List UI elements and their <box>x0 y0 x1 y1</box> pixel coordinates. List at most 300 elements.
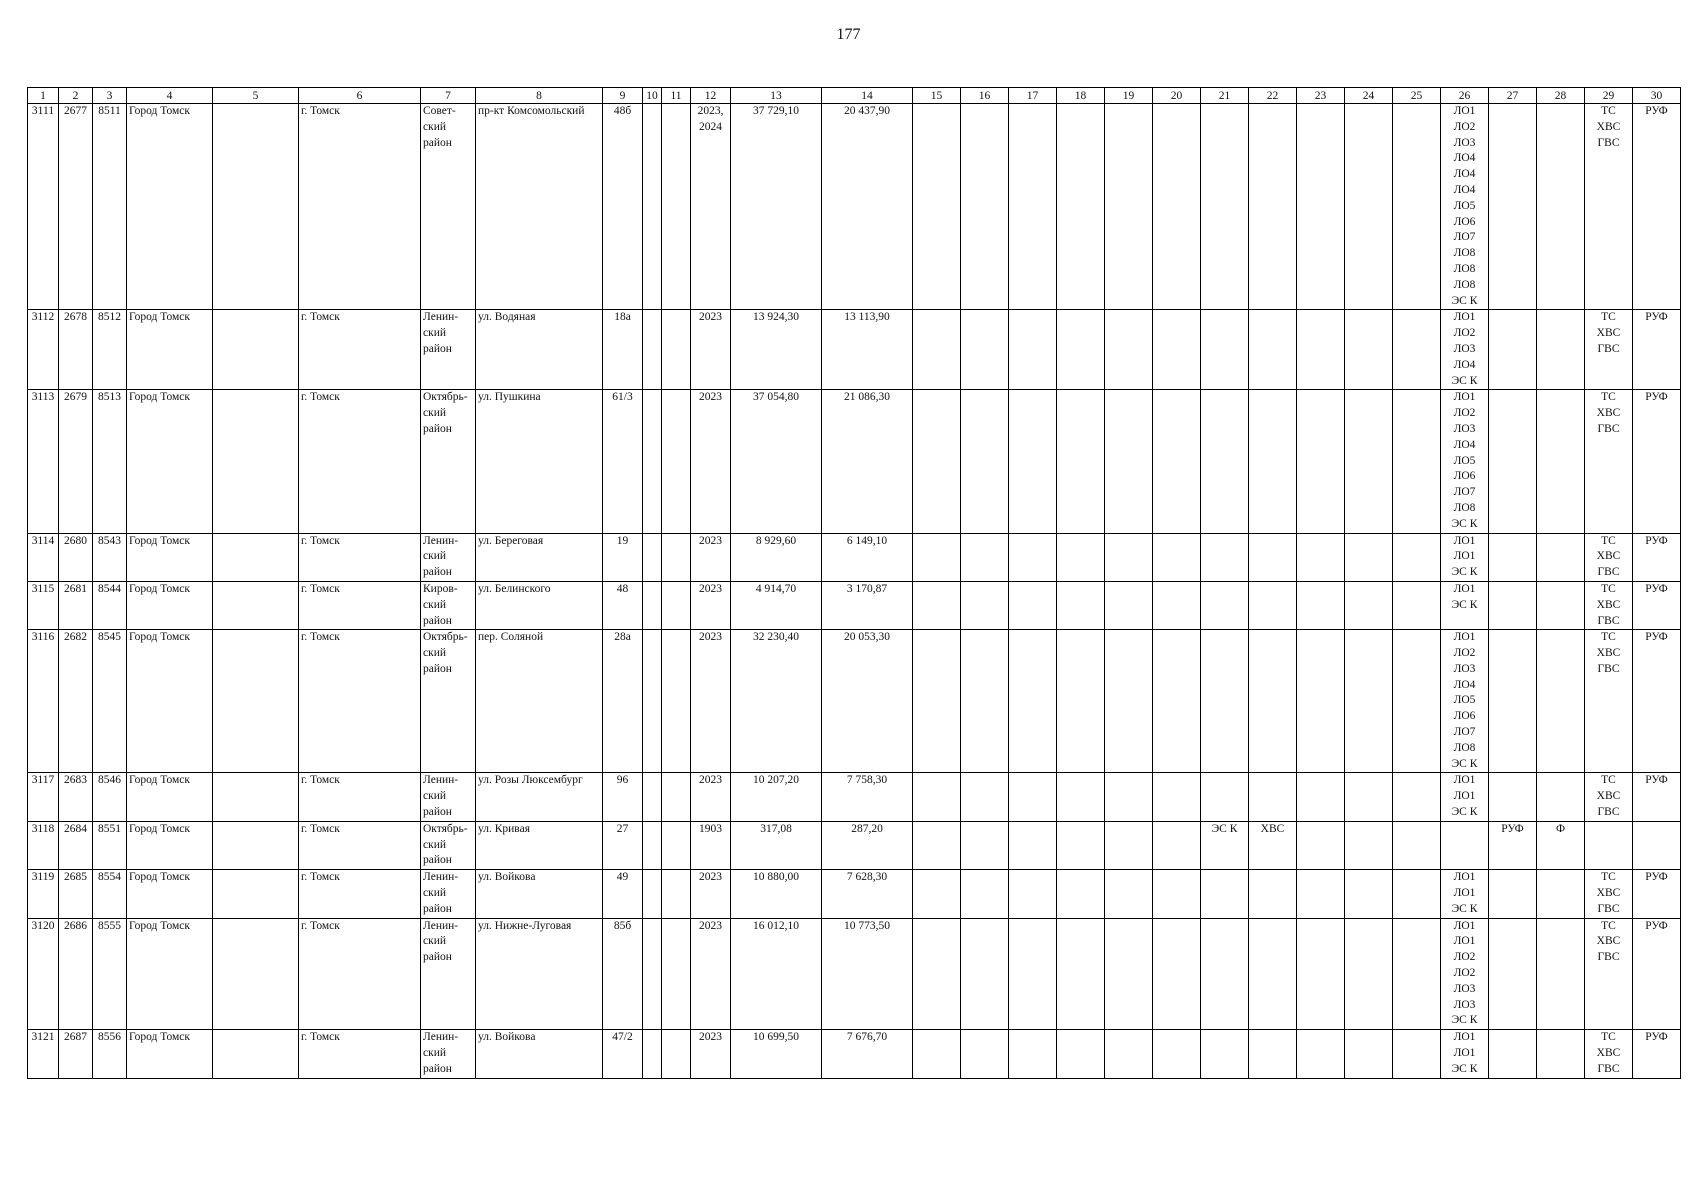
cell-col-7 <box>421 773 476 821</box>
cell-col-17 <box>1009 581 1057 629</box>
cell-col-21: ЭС К <box>1201 821 1249 869</box>
cell-col-11 <box>662 918 691 1030</box>
cell-col-19 <box>1105 390 1153 533</box>
cell-col-24 <box>1345 533 1393 581</box>
cell-line: ский <box>423 1047 446 1060</box>
cell-line: ХВС <box>1596 407 1621 420</box>
cell-col-3: 8543 <box>93 533 127 581</box>
cell-col-25 <box>1393 918 1441 1030</box>
cell-col-28 <box>1537 310 1585 390</box>
cell-line: ЛО3 <box>1453 662 1476 675</box>
cell-col-24 <box>1345 390 1393 533</box>
cell-col-9: 48 <box>603 581 643 629</box>
cell-col-12 <box>691 821 731 869</box>
cell-col-19 <box>1105 918 1153 1030</box>
cell-col-12 <box>691 773 731 821</box>
cell-col-11 <box>662 533 691 581</box>
cell-col-22 <box>1249 870 1297 918</box>
cell-col-9: 96 <box>603 773 643 821</box>
column-header-5: 5 <box>213 88 299 104</box>
cell-col-1: 3120 <box>28 918 59 1030</box>
cell-line: ЛО6 <box>1453 470 1476 483</box>
cell-col-24 <box>1345 104 1393 310</box>
cell-line: ГВС <box>1597 566 1620 579</box>
cell-col-17 <box>1009 390 1057 533</box>
cell-col-28 <box>1537 1030 1585 1078</box>
cell-line: ЛО8 <box>1453 501 1476 514</box>
cell-col-23 <box>1297 821 1345 869</box>
cell-col-6: г. Томск <box>299 1030 421 1078</box>
cell-col-6: г. Томск <box>299 773 421 821</box>
cell-col-25 <box>1393 533 1441 581</box>
cell-line: ЛО4 <box>1453 183 1476 196</box>
cell-line: ЛО5 <box>1453 694 1476 707</box>
cell-col-12 <box>691 390 731 533</box>
cell-col-19 <box>1105 773 1153 821</box>
cell-col-18 <box>1057 630 1105 773</box>
cell-col-10 <box>643 390 662 533</box>
cell-col-19 <box>1105 821 1153 869</box>
cell-col-7 <box>421 581 476 629</box>
cell-line: Ленин- <box>423 1031 459 1044</box>
cell-line: ЛО3 <box>1453 982 1476 995</box>
cell-line: район <box>423 1062 452 1075</box>
cell-col-28 <box>1537 390 1585 533</box>
cell-line: ГВС <box>1597 951 1620 964</box>
cell-col-14: 3 170,87 <box>822 581 913 629</box>
cell-line: ХВС <box>1596 598 1621 611</box>
cell-line: ЛО8 <box>1453 278 1476 291</box>
cell-line: ЛО7 <box>1453 486 1476 499</box>
cell-col-25 <box>1393 581 1441 629</box>
cell-col-20 <box>1153 310 1201 390</box>
cell-col-18 <box>1057 533 1105 581</box>
table-row <box>28 630 1681 773</box>
cell-col-4: Город Томск <box>127 104 213 310</box>
cell-col-4: Город Томск <box>127 1030 213 1078</box>
column-header-9: 9 <box>603 88 643 104</box>
cell-col-7 <box>421 104 476 310</box>
cell-col-25 <box>1393 821 1441 869</box>
cell-col-15 <box>913 390 961 533</box>
cell-col-7 <box>421 1030 476 1078</box>
cell-col-1: 3115 <box>28 581 59 629</box>
cell-col-6: г. Томск <box>299 533 421 581</box>
cell-col-25 <box>1393 773 1441 821</box>
cell-col-29 <box>1585 773 1633 821</box>
cell-col-28 <box>1537 773 1585 821</box>
cell-line: ЛО1 <box>1453 1031 1476 1044</box>
cell-col-20 <box>1153 581 1201 629</box>
cell-col-17 <box>1009 870 1057 918</box>
cell-line: ЛО1 <box>1453 550 1476 563</box>
cell-line: ЛО5 <box>1453 454 1476 467</box>
cell-col-21 <box>1201 870 1249 918</box>
cell-line: Ленин- <box>423 871 459 884</box>
cell-col-30: РУФ <box>1633 581 1681 629</box>
cell-line: ЛО1 <box>1453 534 1476 547</box>
cell-col-9: 47/2 <box>603 1030 643 1078</box>
cell-col-20 <box>1153 533 1201 581</box>
cell-col-16 <box>961 918 1009 1030</box>
cell-line: 2023 <box>699 311 722 324</box>
cell-col-6: г. Томск <box>299 390 421 533</box>
cell-col-28 <box>1537 581 1585 629</box>
column-header-18: 18 <box>1057 88 1105 104</box>
cell-col-28 <box>1537 630 1585 773</box>
cell-col-2: 2681 <box>59 581 93 629</box>
cell-line: ЛО1 <box>1453 391 1476 404</box>
cell-line: ТС <box>1601 774 1616 787</box>
cell-col-21 <box>1201 630 1249 773</box>
cell-col-1: 3113 <box>28 390 59 533</box>
cell-col-14: 7 628,30 <box>822 870 913 918</box>
cell-col-15 <box>913 533 961 581</box>
column-header-6: 6 <box>299 88 421 104</box>
cell-col-28 <box>1537 870 1585 918</box>
cell-col-24 <box>1345 870 1393 918</box>
column-header-11: 11 <box>662 88 691 104</box>
cell-line: ский <box>423 887 446 900</box>
cell-col-13: 10 880,00 <box>731 870 822 918</box>
cell-line: ЭС К <box>1451 294 1478 307</box>
cell-col-30: РУФ <box>1633 630 1681 773</box>
cell-col-14: 20 437,90 <box>822 104 913 310</box>
cell-col-10 <box>643 918 662 1030</box>
cell-col-27 <box>1489 104 1537 310</box>
cell-col-21 <box>1201 533 1249 581</box>
column-header-30: 30 <box>1633 88 1681 104</box>
cell-col-2: 2680 <box>59 533 93 581</box>
cell-col-26 <box>1441 918 1489 1030</box>
cell-col-30: РУФ <box>1633 390 1681 533</box>
cell-line: ГВС <box>1597 342 1620 355</box>
cell-col-7 <box>421 918 476 1030</box>
table-row <box>28 104 1681 310</box>
cell-col-4: Город Томск <box>127 533 213 581</box>
column-header-13: 13 <box>731 88 822 104</box>
cell-col-8: ул. Войкова <box>476 1030 603 1078</box>
cell-col-11 <box>662 630 691 773</box>
cell-col-26 <box>1441 870 1489 918</box>
cell-col-29 <box>1585 310 1633 390</box>
column-header-19: 19 <box>1105 88 1153 104</box>
cell-col-22 <box>1249 630 1297 773</box>
cell-col-15 <box>913 630 961 773</box>
cell-col-10 <box>643 1030 662 1078</box>
cell-col-17 <box>1009 918 1057 1030</box>
cell-col-12 <box>691 870 731 918</box>
cell-col-6: г. Томск <box>299 630 421 773</box>
cell-col-8: ул. Белинского <box>476 581 603 629</box>
cell-col-24 <box>1345 773 1393 821</box>
cell-col-19 <box>1105 630 1153 773</box>
cell-line: ТС <box>1601 311 1616 324</box>
cell-col-16 <box>961 870 1009 918</box>
cell-line: ТС <box>1601 582 1616 595</box>
cell-col-28 <box>1537 918 1585 1030</box>
cell-col-23 <box>1297 581 1345 629</box>
cell-col-9: 18а <box>603 310 643 390</box>
cell-line: ЛО8 <box>1453 741 1476 754</box>
cell-col-29 <box>1585 533 1633 581</box>
cell-line: ЛО1 <box>1453 631 1476 644</box>
cell-col-3: 8551 <box>93 821 127 869</box>
cell-col-1: 3117 <box>28 773 59 821</box>
column-header-29: 29 <box>1585 88 1633 104</box>
cell-col-7 <box>421 630 476 773</box>
cell-line: ЛО2 <box>1453 967 1476 980</box>
cell-col-18 <box>1057 821 1105 869</box>
cell-col-23 <box>1297 1030 1345 1078</box>
cell-line: ХВС <box>1596 887 1621 900</box>
cell-col-13: 4 914,70 <box>731 581 822 629</box>
cell-col-17 <box>1009 773 1057 821</box>
cell-col-20 <box>1153 821 1201 869</box>
cell-col-18 <box>1057 310 1105 390</box>
cell-col-17 <box>1009 821 1057 869</box>
cell-col-27 <box>1489 918 1537 1030</box>
cell-col-4: Город Томск <box>127 821 213 869</box>
cell-col-16 <box>961 630 1009 773</box>
cell-col-19 <box>1105 104 1153 310</box>
cell-col-14: 6 149,10 <box>822 533 913 581</box>
cell-col-6: г. Томск <box>299 104 421 310</box>
cell-col-13: 8 929,60 <box>731 533 822 581</box>
cell-col-10 <box>643 533 662 581</box>
column-header-15: 15 <box>913 88 961 104</box>
cell-line: 2024 <box>699 120 722 133</box>
table-row <box>28 533 1681 581</box>
cell-line: ЭС К <box>1451 806 1478 819</box>
cell-col-3: 8512 <box>93 310 127 390</box>
cell-col-24 <box>1345 918 1393 1030</box>
cell-col-5 <box>213 104 299 310</box>
cell-col-2: 2678 <box>59 310 93 390</box>
cell-col-27 <box>1489 1030 1537 1078</box>
cell-col-26 <box>1441 533 1489 581</box>
column-header-23: 23 <box>1297 88 1345 104</box>
cell-col-11 <box>662 1030 691 1078</box>
cell-col-5 <box>213 310 299 390</box>
cell-col-26 <box>1441 821 1489 869</box>
cell-col-5 <box>213 390 299 533</box>
cell-col-7 <box>421 870 476 918</box>
table-row <box>28 821 1681 869</box>
table-row <box>28 773 1681 821</box>
cell-col-30: РУФ <box>1633 310 1681 390</box>
cell-line: ский <box>423 790 446 803</box>
cell-line: район <box>423 854 452 867</box>
cell-col-15 <box>913 310 961 390</box>
cell-col-9: 61/3 <box>603 390 643 533</box>
cell-col-16 <box>961 821 1009 869</box>
cell-line: ЛО1 <box>1453 871 1476 884</box>
cell-col-26 <box>1441 390 1489 533</box>
cell-line: ЭС К <box>1451 598 1478 611</box>
table-row <box>28 390 1681 533</box>
page-number: 177 <box>836 26 861 43</box>
cell-line: район <box>423 342 452 355</box>
cell-line: район <box>423 566 452 579</box>
column-header-12: 12 <box>691 88 731 104</box>
cell-col-1: 3112 <box>28 310 59 390</box>
cell-line: 2023 <box>699 774 722 787</box>
cell-col-14: 7 758,30 <box>822 773 913 821</box>
cell-line: ЭС К <box>1451 517 1478 530</box>
cell-col-26 <box>1441 310 1489 390</box>
cell-col-1: 3121 <box>28 1030 59 1078</box>
cell-col-13: 32 230,40 <box>731 630 822 773</box>
cell-col-29 <box>1585 104 1633 310</box>
cell-col-24 <box>1345 821 1393 869</box>
cell-col-22 <box>1249 581 1297 629</box>
cell-col-5 <box>213 821 299 869</box>
cell-line: ЛО3 <box>1453 342 1476 355</box>
cell-col-23 <box>1297 104 1345 310</box>
cell-col-4: Город Томск <box>127 581 213 629</box>
cell-line: район <box>423 614 452 627</box>
cell-col-19 <box>1105 1030 1153 1078</box>
cell-line: ский <box>423 647 446 660</box>
cell-col-4: Город Томск <box>127 390 213 533</box>
cell-col-13: 37 729,10 <box>731 104 822 310</box>
cell-line: ЛО1 <box>1453 582 1476 595</box>
cell-line: ЛО4 <box>1453 168 1476 181</box>
cell-col-22 <box>1249 390 1297 533</box>
column-header-16: 16 <box>961 88 1009 104</box>
cell-col-4: Город Томск <box>127 310 213 390</box>
cell-col-30: РУФ <box>1633 1030 1681 1078</box>
cell-col-11 <box>662 821 691 869</box>
cell-col-2: 2685 <box>59 870 93 918</box>
cell-line: ТС <box>1601 919 1616 932</box>
cell-col-27 <box>1489 533 1537 581</box>
cell-col-17 <box>1009 533 1057 581</box>
cell-line: ХВС <box>1596 790 1621 803</box>
cell-col-2: 2687 <box>59 1030 93 1078</box>
cell-col-22 <box>1249 310 1297 390</box>
cell-col-28 <box>1537 104 1585 310</box>
cell-col-22: ХВС <box>1249 821 1297 869</box>
cell-col-27 <box>1489 870 1537 918</box>
cell-col-3: 8555 <box>93 918 127 1030</box>
cell-line: район <box>423 902 452 915</box>
cell-col-20 <box>1153 870 1201 918</box>
cell-col-15 <box>913 773 961 821</box>
cell-line: ГВС <box>1597 662 1620 675</box>
cell-col-30 <box>1633 821 1681 869</box>
cell-col-5 <box>213 1030 299 1078</box>
cell-col-9: 85б <box>603 918 643 1030</box>
cell-col-1: 3119 <box>28 870 59 918</box>
cell-col-2: 2677 <box>59 104 93 310</box>
column-header-7: 7 <box>421 88 476 104</box>
cell-col-18 <box>1057 773 1105 821</box>
column-number-row <box>28 88 1681 104</box>
cell-col-3: 8546 <box>93 773 127 821</box>
cell-line: ский <box>423 935 446 948</box>
cell-col-15 <box>913 1030 961 1078</box>
cell-line: ЛО7 <box>1453 231 1476 244</box>
cell-col-5 <box>213 581 299 629</box>
cell-col-30: РУФ <box>1633 533 1681 581</box>
cell-col-2: 2686 <box>59 918 93 1030</box>
cell-line: 2023 <box>699 631 722 644</box>
cell-line: ГВС <box>1597 1062 1620 1075</box>
cell-col-10 <box>643 630 662 773</box>
cell-col-6: г. Томск <box>299 581 421 629</box>
cell-line: ХВС <box>1596 550 1621 563</box>
cell-col-30: РУФ <box>1633 918 1681 1030</box>
cell-col-12 <box>691 918 731 1030</box>
cell-col-1: 3111 <box>28 104 59 310</box>
cell-line: ЭС К <box>1451 566 1478 579</box>
cell-col-10 <box>643 581 662 629</box>
column-header-17: 17 <box>1009 88 1057 104</box>
cell-line: ЭС К <box>1451 1014 1478 1027</box>
cell-col-10 <box>643 821 662 869</box>
cell-col-12 <box>691 533 731 581</box>
cell-col-8: ул. Розы Люксембург <box>476 773 603 821</box>
cell-col-11 <box>662 310 691 390</box>
cell-line: ЛО1 <box>1453 311 1476 324</box>
cell-col-8: ул. Береговая <box>476 533 603 581</box>
cell-line: ЛО2 <box>1453 647 1476 660</box>
cell-line: Октябрь- <box>423 822 468 835</box>
cell-col-19 <box>1105 870 1153 918</box>
cell-col-23 <box>1297 390 1345 533</box>
cell-line: ГВС <box>1597 806 1620 819</box>
cell-line: ХВС <box>1596 647 1621 660</box>
cell-col-16 <box>961 104 1009 310</box>
cell-col-4: Город Томск <box>127 773 213 821</box>
cell-line: ЛО2 <box>1453 120 1476 133</box>
cell-col-14: 20 053,30 <box>822 630 913 773</box>
cell-col-3: 8544 <box>93 581 127 629</box>
cell-col-16 <box>961 310 1009 390</box>
column-header-2: 2 <box>59 88 93 104</box>
cell-col-27 <box>1489 630 1537 773</box>
cell-col-10 <box>643 104 662 310</box>
cell-line: Октябрь- <box>423 631 468 644</box>
cell-col-4: Город Томск <box>127 630 213 773</box>
cell-col-21 <box>1201 1030 1249 1078</box>
cell-col-20 <box>1153 1030 1201 1078</box>
cell-col-13: 13 924,30 <box>731 310 822 390</box>
cell-col-21 <box>1201 581 1249 629</box>
column-header-8: 8 <box>476 88 603 104</box>
column-header-26: 26 <box>1441 88 1489 104</box>
cell-col-3: 8556 <box>93 1030 127 1078</box>
cell-line: ЛО4 <box>1453 358 1476 371</box>
cell-col-3: 8545 <box>93 630 127 773</box>
cell-col-16 <box>961 533 1009 581</box>
cell-line: ский <box>423 838 446 851</box>
cell-col-27 <box>1489 581 1537 629</box>
cell-line: Ленин- <box>423 774 459 787</box>
cell-col-25 <box>1393 1030 1441 1078</box>
cell-col-29 <box>1585 581 1633 629</box>
table-row <box>28 581 1681 629</box>
cell-line: ЛО1 <box>1453 919 1476 932</box>
cell-col-7 <box>421 310 476 390</box>
cell-line: ЭС К <box>1451 757 1478 770</box>
cell-line: ХВС <box>1596 935 1621 948</box>
cell-col-24 <box>1345 310 1393 390</box>
cell-col-24 <box>1345 1030 1393 1078</box>
cell-col-9: 19 <box>603 533 643 581</box>
